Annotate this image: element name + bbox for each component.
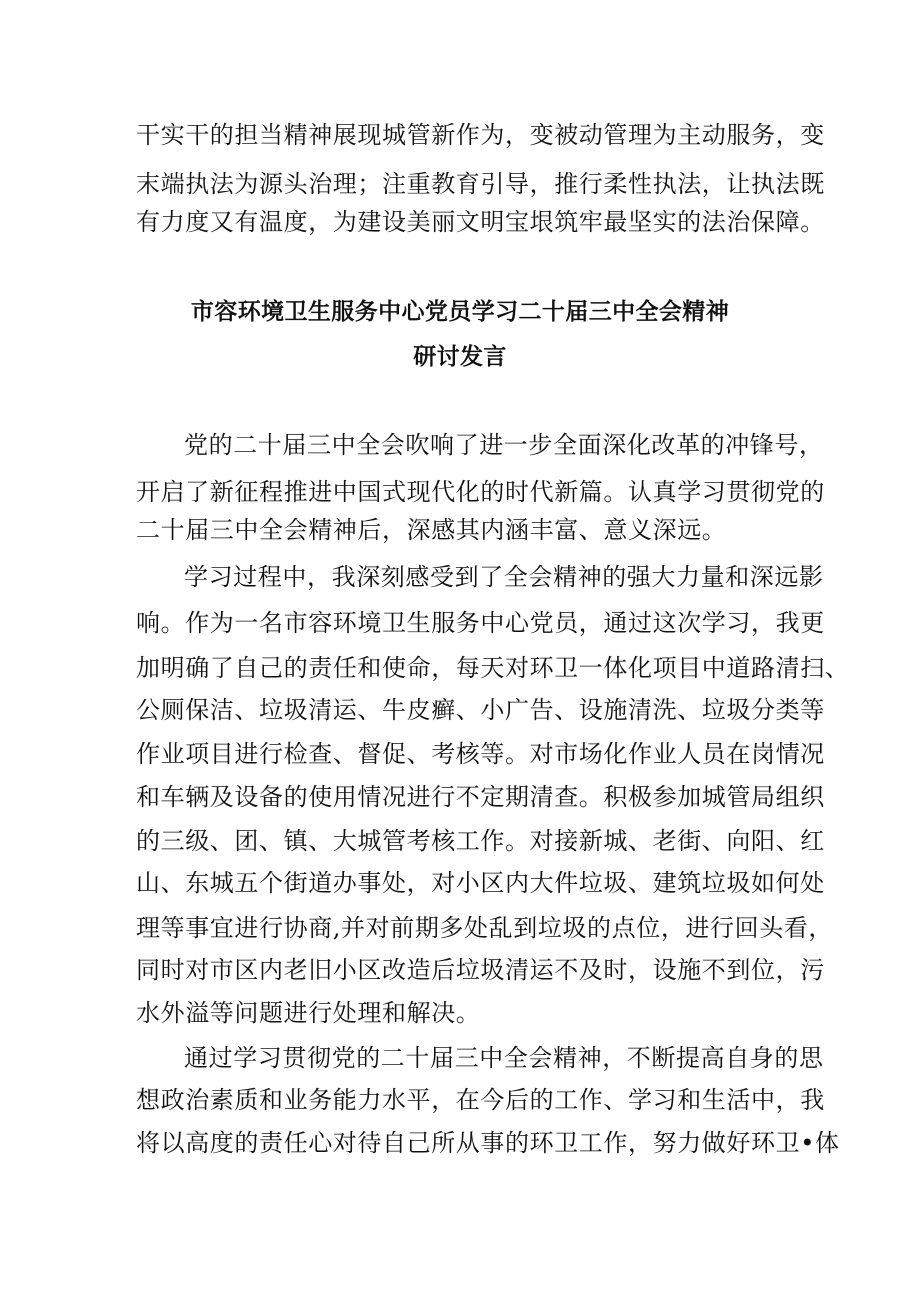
text-line: 公厕保洁、垃圾清运、牛皮癣、小广告、设施清洗、垃圾分类等 [136, 696, 825, 724]
text-line: 干实干的担当精神展现城管新作为，变被动管理为主动服务，变 [136, 121, 825, 149]
text-line: 末端执法为源头治理；注重教育引导，推行柔性执法，让执法既 [136, 170, 825, 198]
text-line: 加明确了自己的责任和使命，每天对环卫一体化项目中道路清扫、 [136, 654, 850, 682]
text-line: 有力度又有温度，为建设美丽文明宝垠筑牢最坚实的法治保障。 [136, 208, 825, 236]
text-line: 想政治素质和业务能力水平，在今后的工作、学习和生活中，我 [136, 1086, 825, 1114]
text-line: 通过学习贯彻党的二十届三中全会精神，不断提高自身的思 [184, 1044, 824, 1072]
text-line: 的三级、团、镇、大城管考核工作。对接新城、老街、向阳、红 [136, 827, 825, 855]
text-line: 将以高度的责任心对待自己所从事的环卫工作，努力做好环卫•体 [136, 1129, 840, 1157]
text-line: 山、东城五个街道办事处，对小区内大件垃圾、建筑垃圾如何处 [136, 869, 825, 897]
text-line: 响。作为一名市容环境卫生服务中心党员，通过这次学习，我更 [136, 609, 825, 637]
text-line: 理等事宜进行协商,并对前期多处乱到垃圾的点位，进行回头看， [136, 914, 834, 942]
text-line: 学习过程中，我深刻感受到了全会精神的强大力量和深远影 [184, 563, 824, 591]
text-line: 二十届三中全会精神后，深感其内涵丰富、意义深远。 [136, 516, 727, 544]
text-line: 党的二十届三中全会吹响了进一步全面深化改革的冲锋号， [184, 431, 824, 459]
text-line: 水外溢等问题进行处理和解决。 [136, 999, 481, 1027]
text-line: 和车辆及设备的使用情况进行不定期清查。积极参加城管局组织 [136, 783, 825, 811]
article-title-line1: 市容环境卫生服务中心党员学习二十届三中全会精神 [190, 299, 730, 325]
text-line: 作业项目进行检查、督促、考核等。对市场化作业人员在岗情况 [136, 740, 825, 768]
article-title-line2: 研讨发言 [413, 344, 507, 370]
text-line: 开启了新征程推进中国式现代化的时代新篇。认真学习贯彻党的 [136, 478, 825, 506]
text-line: 同时对市区内老旧小区改造后垃圾清运不及时，设施不到位，污 [136, 956, 825, 984]
